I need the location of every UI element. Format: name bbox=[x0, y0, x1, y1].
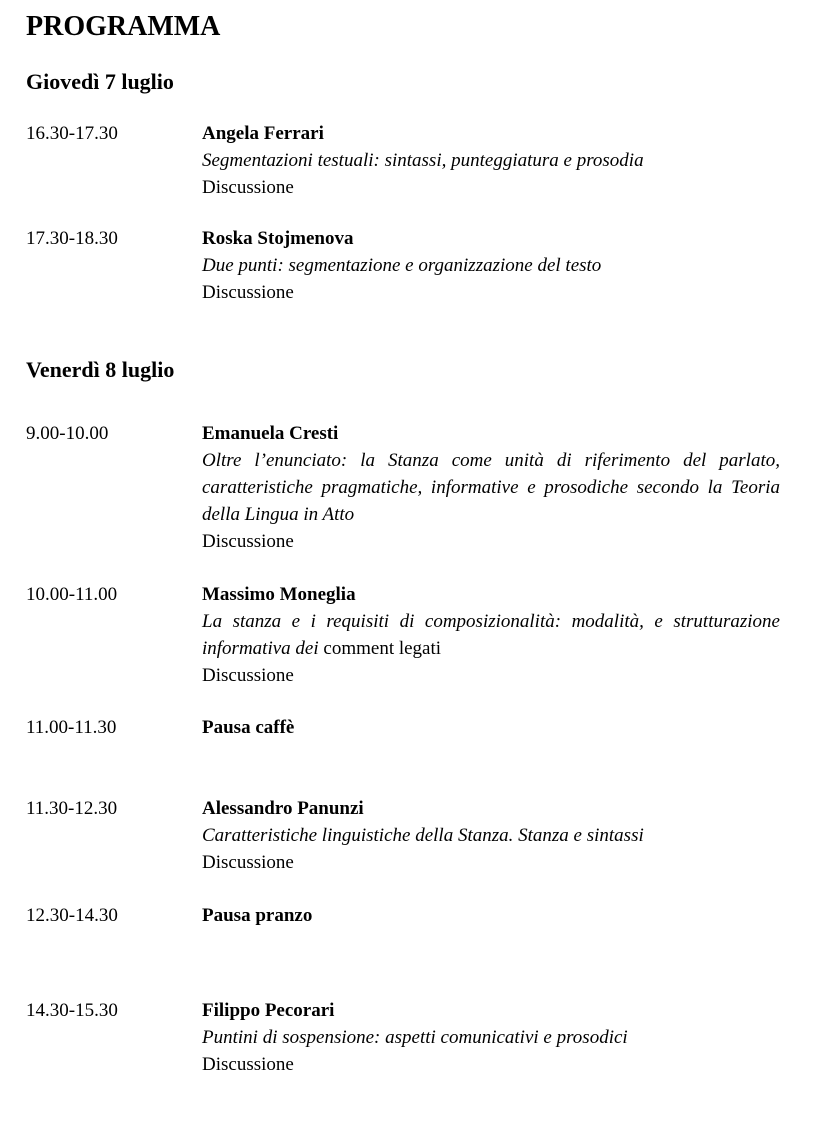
speaker-name: Emanuela Cresti bbox=[202, 423, 339, 444]
discussion-label: Discussione bbox=[202, 1054, 294, 1075]
page-title: PROGRAMMA bbox=[26, 11, 221, 42]
session-details bbox=[202, 997, 780, 1078]
session-details bbox=[202, 120, 780, 201]
speaker-name: Roska Stojmenova bbox=[202, 228, 354, 249]
speaker-name: Filippo Pecorari bbox=[202, 1000, 335, 1021]
discussion-label: Discussione bbox=[202, 531, 294, 552]
day-heading-friday: Venerdì 8 luglio bbox=[26, 357, 175, 382]
talk-title: Caratteristiche linguistiche della Stanza. Stanza e sintassi bbox=[202, 825, 644, 846]
session-details bbox=[202, 225, 780, 306]
discussion-label: Discussione bbox=[202, 852, 294, 873]
time-slot: 11.30-12.30 bbox=[26, 798, 118, 819]
discussion-label: Discussione bbox=[202, 177, 294, 198]
time-slot: 17.30-18.30 bbox=[26, 228, 118, 249]
speaker-name: Angela Ferrari bbox=[202, 123, 324, 144]
time-slot: 16.30-17.30 bbox=[26, 123, 118, 144]
session-details bbox=[202, 420, 780, 555]
speaker-name: Massimo Moneglia bbox=[202, 584, 356, 605]
session-details bbox=[202, 714, 780, 741]
break-label: Pausa pranzo bbox=[202, 905, 313, 926]
discussion-label: Discussione bbox=[202, 665, 294, 686]
time-slot: 12.30-14.30 bbox=[26, 905, 118, 926]
time-slot: 10.00-11.00 bbox=[26, 584, 118, 605]
talk-title: Oltre l’enunciato: la Stanza come unità di riferimento del parlato, caratteristiche pragmatiche, informative e prosodiche secondo la Teoria della Lingua in Atto bbox=[202, 450, 780, 525]
talk-title-upright: comment legati bbox=[318, 638, 442, 659]
break-label: Pausa caffè bbox=[202, 717, 295, 738]
discussion-label: Discussione bbox=[202, 282, 294, 303]
day-heading-thursday: Giovedì 7 luglio bbox=[26, 69, 174, 94]
speaker-name: Alessandro Panunzi bbox=[202, 798, 364, 819]
talk-title: Puntini di sospensione: aspetti comunicativi e prosodici bbox=[202, 1027, 628, 1048]
session-details bbox=[202, 902, 780, 929]
talk-title bbox=[202, 608, 780, 662]
session-details bbox=[202, 795, 780, 876]
session-details bbox=[202, 581, 780, 689]
talk-title: Segmentazioni testuali: sintassi, punteggiatura e prosodia bbox=[202, 150, 644, 171]
time-slot: 14.30-15.30 bbox=[26, 1000, 118, 1021]
talk-title: Due punti: segmentazione e organizzazione del testo bbox=[202, 255, 602, 276]
talk-title-italic: La stanza e i requisiti di composizionalità: modalità, e strutturazione informativa dei bbox=[202, 611, 780, 659]
time-slot: 9.00-10.00 bbox=[26, 423, 109, 444]
time-slot: 11.00-11.30 bbox=[26, 717, 117, 738]
